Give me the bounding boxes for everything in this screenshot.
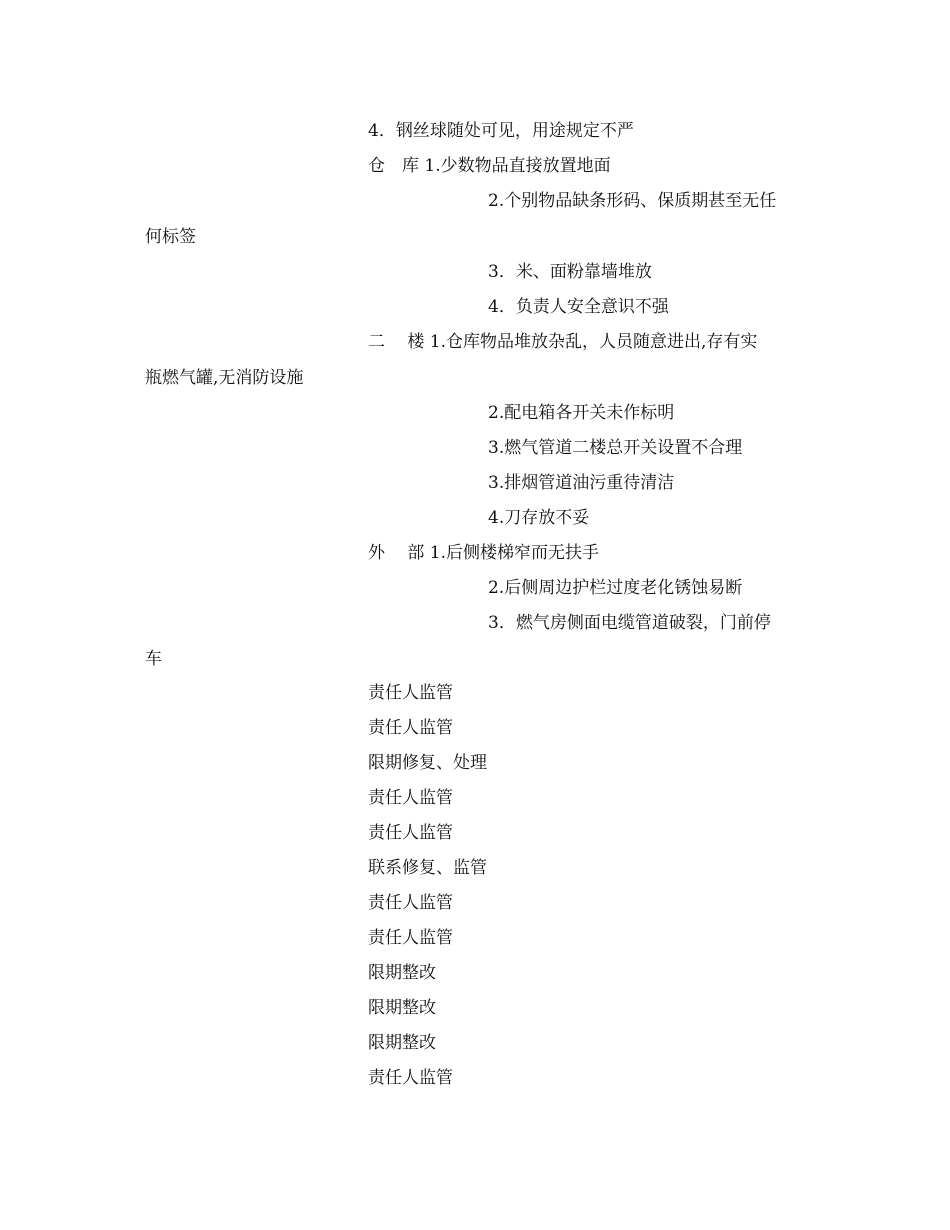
measure-item: 责任人监管: [368, 788, 453, 808]
measure-item: 联系修复、监管: [368, 858, 487, 878]
text-line: 2.后侧周边护栏过度老化锈蚀易断: [488, 578, 743, 598]
text-line: 4．负责人安全意识不强: [488, 297, 669, 317]
text-line: 3.燃气管道二楼总开关设置不合理: [488, 438, 743, 458]
measure-item: 限期整改: [368, 1033, 436, 1053]
measure-item: 责任人监管: [368, 718, 453, 738]
text-line: 外 部 1.后侧楼梯窄而无扶手: [368, 543, 600, 563]
text-line: 车: [145, 649, 162, 669]
measure-item: 责任人监管: [368, 683, 453, 703]
text-line: 3．燃气房侧面电缆管道破裂，门前停: [488, 613, 771, 633]
measure-item: 限期整改: [368, 963, 436, 983]
text-line: 4．钢丝球随处可见，用途规定不严: [368, 121, 634, 141]
measure-item: 限期整改: [368, 998, 436, 1018]
text-line: 2.配电箱各开关未作标明: [488, 403, 675, 423]
text-line: 3.排烟管道油污重待清洁: [488, 473, 675, 493]
text-line: 3．米、面粉靠墙堆放: [488, 262, 652, 282]
text-line: 仓 库 1.少数物品直接放置地面: [368, 156, 611, 176]
measure-item: 责任人监管: [368, 823, 453, 843]
text-line: 何标签: [145, 227, 196, 247]
text-line: 二 楼 1.仓库物品堆放杂乱，人员随意进出,存有实: [368, 332, 758, 352]
measure-item: 责任人监管: [368, 893, 453, 913]
text-line: 瓶燃气罐,无消防设施: [145, 368, 304, 388]
measure-item: 责任人监管: [368, 1068, 453, 1088]
measure-item: 责任人监管: [368, 928, 453, 948]
text-line: 2.个别物品缺条形码、保质期甚至无任: [488, 191, 777, 211]
measure-item: 限期修复、处理: [368, 753, 487, 773]
text-line: 4.刀存放不妥: [488, 508, 590, 528]
